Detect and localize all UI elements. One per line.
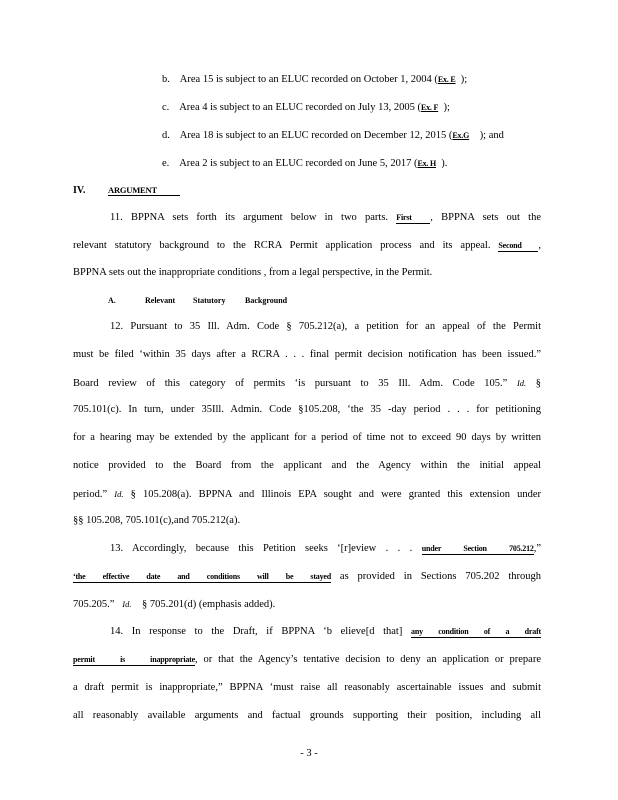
list-item-b: b. Area 15 is subject to an ELUC recorded on October 1, 2004 (Ex. E ); [162,74,468,85]
para13-line2: ‘the effective date and conditions will be stayed as provided in Sections 705.202 through [73,571,542,582]
para11-line2: relevant statutory background to the RCRA Permit application process and its appeal. Second , [73,240,541,251]
exhibit-ref: Ex. E [437,75,456,84]
page-number: - 3 - [300,748,318,759]
para12-line8: §§ 105.208, 705.101(c),and 705.212(a). [73,515,241,526]
exhibit-ref: Ex.G [452,131,470,140]
section-number: IV. [73,185,86,196]
second-label: Second [498,241,538,252]
para13-line1: 13. Accordingly, because this Petition seeks ‘[r]eview . . . under Section 705.212,” [110,543,542,554]
subheading-word: Background [245,296,288,305]
para14-line3: a draft permit is inappropriate,” BPPNA ‘must raise all reasonably ascertainable issues and submit [73,682,541,693]
para11-line3: BPPNA sets out the inappropriate conditions , from a legal perspective, in the Permit. [73,267,433,278]
subheading-word: Relevant [145,296,176,305]
list-letter: e. [162,158,170,169]
para12-line4: 705.101(c). In turn, under 35Ill. Admin. Code §105.208, ‘the 35 -day period . . . for petitioning [73,404,541,415]
id-citation: Id. [516,378,527,388]
condition-phrase: any condition of a draft [411,627,542,636]
exhibit-ref: Ex. F [420,103,439,112]
inappropriate-phrase: permit is inappropriate [73,655,195,664]
para12-line3: Board review of this category of permits ‘is pursuant to 35 Ill. Adm. Code 105.” Id. § [73,378,542,389]
list-item-c: c. Area 4 is subject to an ELUC recorded on July 13, 2005 (Ex. F ); [162,102,450,113]
para12-line5: for a hearing may be extended by the applicant for a period of time not to exceed 90 days by written [73,432,541,443]
stayed-phrase: ‘the effective date and conditions will be stayed [73,572,331,581]
first-label: First [396,213,430,224]
subheading-letter: A. [108,296,116,305]
list-item-e: e. Area 2 is subject to an ELUC recorded on June 5, 2017 (Ex. H ). [162,158,448,169]
section-ref: under Section 705.212 [421,544,534,553]
para14-line2: permit is inappropriate, or that the Agency’s tentative decision to deny an application or prepare [73,654,541,665]
list-letter: c. [162,102,170,113]
para12-line7: period.” Id. § 105.208(a). BPPNA and Illinois EPA sought and were granted this extension under [73,489,541,500]
para14-line4: all reasonably available arguments and factual grounds supporting their position, including all [73,710,541,721]
para13-line3: 705.205.” Id. § 705.201(d) (emphasis added). [73,599,276,610]
section-title: ARGUMENT [108,185,180,196]
id-citation: Id. [122,599,132,609]
section-heading [73,184,85,198]
exhibit-ref: Ex. H [417,159,437,168]
list-letter: d. [162,130,170,141]
section-title-wrap [108,184,180,198]
list-item-d: d. Area 18 is subject to an ELUC recorded on December 12, 2015 (Ex.G ); and [162,130,504,141]
list-letter: b. [162,74,170,85]
para11-line1: 11. BPPNA sets forth its argument below in two parts. First , BPPNA sets out the [110,212,542,223]
para12-line6: notice provided to the Board from the applicant and the Agency within the initial appeal [73,460,541,471]
para12-line1: 12. Pursuant to 35 Ill. Adm. Code § 705.212(a), a petition for an appeal of the Permit [110,321,541,332]
subheading-word: Statutory [193,296,226,305]
para12-line2: must be filed ‘within 35 days after a RCRA . . . final permit decision notification has been issued.” [73,349,541,360]
para14-line1: 14. In response to the Draft, if BPPNA ‘b elieve[d that] any condition of a draft [110,626,542,637]
id-citation: Id. [114,489,124,499]
